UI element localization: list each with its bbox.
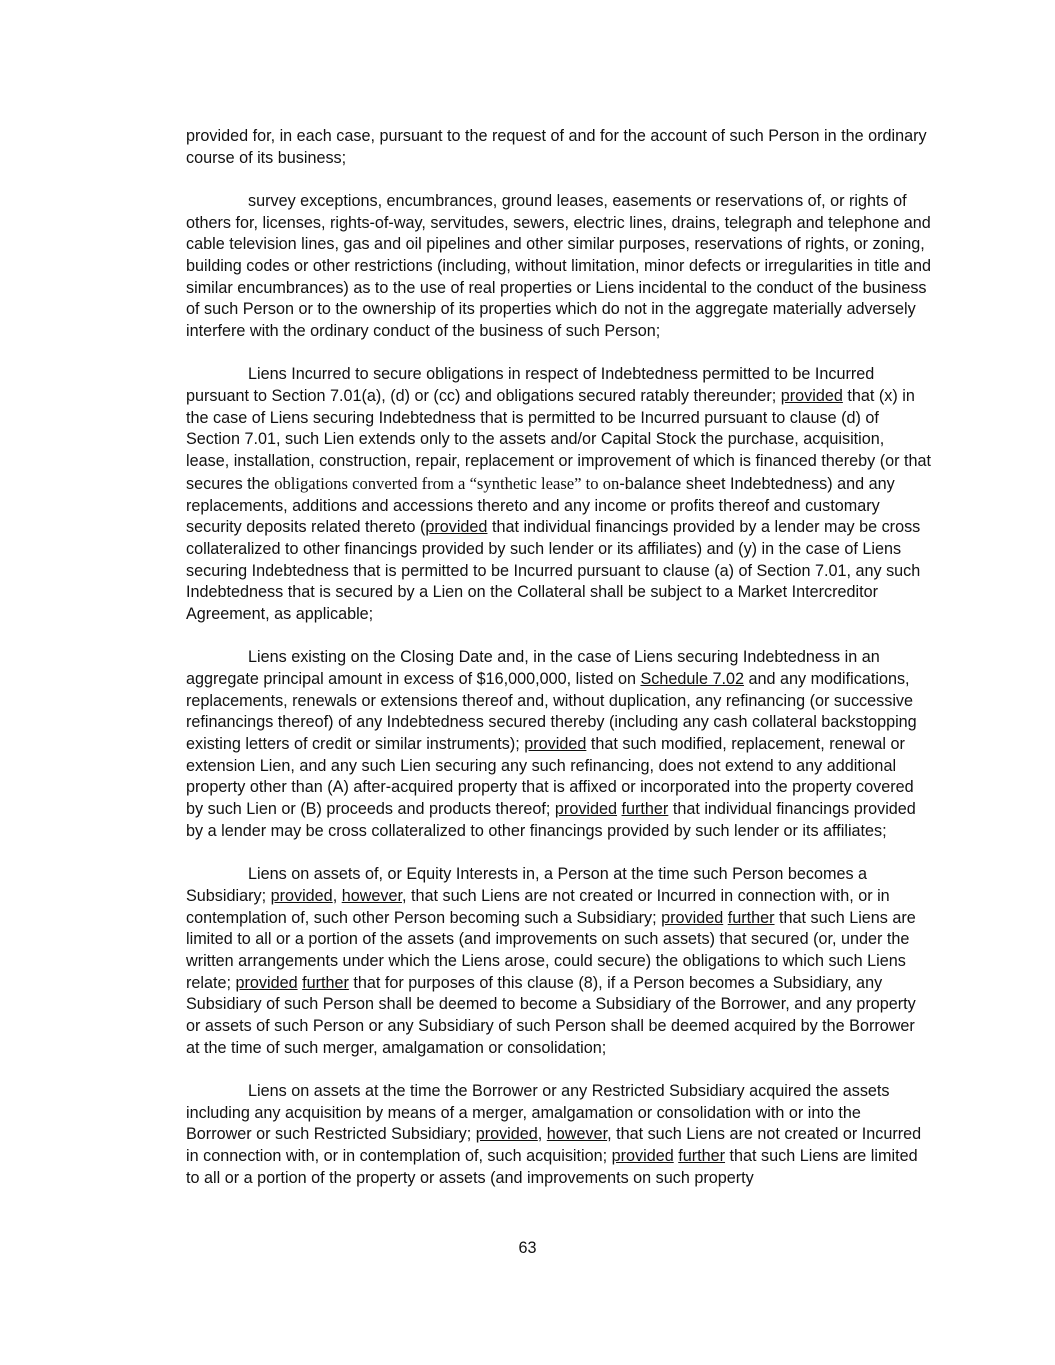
text-run: that individual financings provided by a lender may be cross collateralized to other financings provided by such lender or its affiliates; [186, 800, 916, 840]
underlined-term: further [678, 1147, 726, 1166]
underlined-term: provided [661, 908, 724, 927]
paragraph-liens-incurred [186, 364, 931, 625]
underlined-term: provided [270, 886, 333, 905]
text-run: , [537, 1125, 547, 1144]
text-run: that such Liens are limited to all or a portion of the property or assets (and improvements on such property [186, 1147, 918, 1187]
text-run: -balance sheet Indebtedness) and any replacements, additions and accessions thereto and any income or profits thereof and customary security deposits related thereto ( [186, 474, 895, 537]
underlined-term: however [341, 886, 402, 905]
underlined-term: further [727, 908, 775, 927]
underlined-term: provided [524, 735, 587, 754]
text-run: that for purposes of this clause (8), if a Person becomes a Subsidiary, any Subsidiary of such Person shall be deemed to become a Subsidiary of the Borrower, and any property or assets of such Person or any Subsidiary of such Person shall be deemed acquired by the Borrower at the time of such merger, amalgamation or consolidation; [186, 973, 916, 1057]
text-run: Liens on assets of, or Equity Interests in, a Person at the time such Person becomes a Subsidiary; [186, 865, 868, 905]
document-body [186, 126, 931, 1211]
text-run: , that such Liens are not created or Incurred in connection with, or in contemplation of, such other Person becoming such a Subsidiary; [186, 886, 890, 927]
schedule-reference: Schedule 7.02 [640, 669, 744, 688]
paragraph-survey-exceptions: survey exceptions, encumbrances, ground leases, easements or reservations of, or rights of others for, licenses, rights-of-way, servitudes, sewers, electric lines, drains, telegraph and telephone and cable television lines, gas and oil pipelines and other similar purposes, reservations of rights, or zoning, building codes or other restrictions (including, without limitation, minor defects or irregularities in title and similar encumbrances) as to the use of real properties or Liens incidental to the conduct of the business of such Person or to the ownership of its properties which do not in the aggregate materially adversely interfere with the ordinary conduct of the business of such Person; [186, 191, 931, 341]
underlined-term: further [621, 800, 669, 819]
paragraph-continuation: provided for, in each case, pursuant to the request of and for the account of such Person in the ordinary course of its business; [186, 127, 927, 167]
text-run: and any modifications, replacements, renewals or extensions thereof and, without duplication, any refinancing (or successive refinancings thereof) of any Indebtedness secured thereby (including any cash collateral backstopping existing letters of credit or similar instruments); [186, 669, 917, 754]
text-run: Liens Incurred to secure obligations in respect of Indebtedness permitted to be Incurred pursuant to Section 7.01(a), (d) or (cc) and obligations secured ratably thereunder; [186, 365, 875, 406]
text-run: that (x) in the case of Liens securing Indebtedness that is permitted to be Incurred pursuant to clause (d) of Section 7.01, such Lien extends only to the assets and/or Capital Stock the purchase, acquisition, lease, installation, construction, repair, replacement or improvement of which is financed thereby (or that secures the [186, 387, 931, 493]
page-number: 63 [518, 1239, 537, 1257]
text-run: that such Liens are limited to all or a portion of the assets (and improvements on such assets) that secured (or, under the written arrangements under which the Liens arose, could secure) the obligations to which such Liens relate; [186, 908, 916, 992]
text-run: Liens existing on the Closing Date and, in the case of Liens securing Indebtedness in an aggregate principal amount in excess of $16,000,000, listed on [186, 648, 880, 688]
text-run: , that such Liens are not created or Incurred in connection with, or in contemplation of, such acquisition; [186, 1125, 922, 1166]
underlined-term: further [302, 973, 349, 992]
underlined-term: provided [554, 800, 618, 819]
paragraph-liens-on-person [186, 864, 931, 1059]
text-run: , [332, 886, 342, 905]
underlined-term: provided [611, 1147, 674, 1166]
underlined-term: provided [235, 973, 298, 992]
underlined-term: provided [425, 518, 488, 537]
text-run-serif: obligations converted from a “synthetic lease” to on [274, 473, 620, 493]
text-run: Liens on assets at the time the Borrower or any Restricted Subsidiary acquired the assets including any acquisition by means of a merger, amalgamation or consolidation with or into the Borrower or such Restricted Subsidiary; [186, 1081, 890, 1144]
paragraph-liens-existing [186, 647, 931, 842]
text-run: that such modified, replacement, renewal or extension Lien, and any such Lien securing any such refinancing, does not extend to any additional property other than (A) after-acquired property that is affixed or incorporated into the property covered by such Lien or (B) proceeds and products thereof; [186, 735, 914, 819]
underlined-term: however [546, 1125, 608, 1144]
text-run: that individual financings provided by a lender may be cross collateralized to other financings provided by such lender or its affiliates) and (y) in the case of Liens securing Indebtedness that is permitted to be Incurred pursuant to clause (a) of Section 7.01, any such Indebtedness that is secured by a Lien on the Collateral shall be subject to a Market Intercreditor Agreement, as applicable; [186, 518, 921, 624]
paragraph-liens-on-assets [186, 1081, 931, 1190]
underlined-term: provided [475, 1125, 538, 1144]
underlined-term: provided [780, 387, 843, 406]
